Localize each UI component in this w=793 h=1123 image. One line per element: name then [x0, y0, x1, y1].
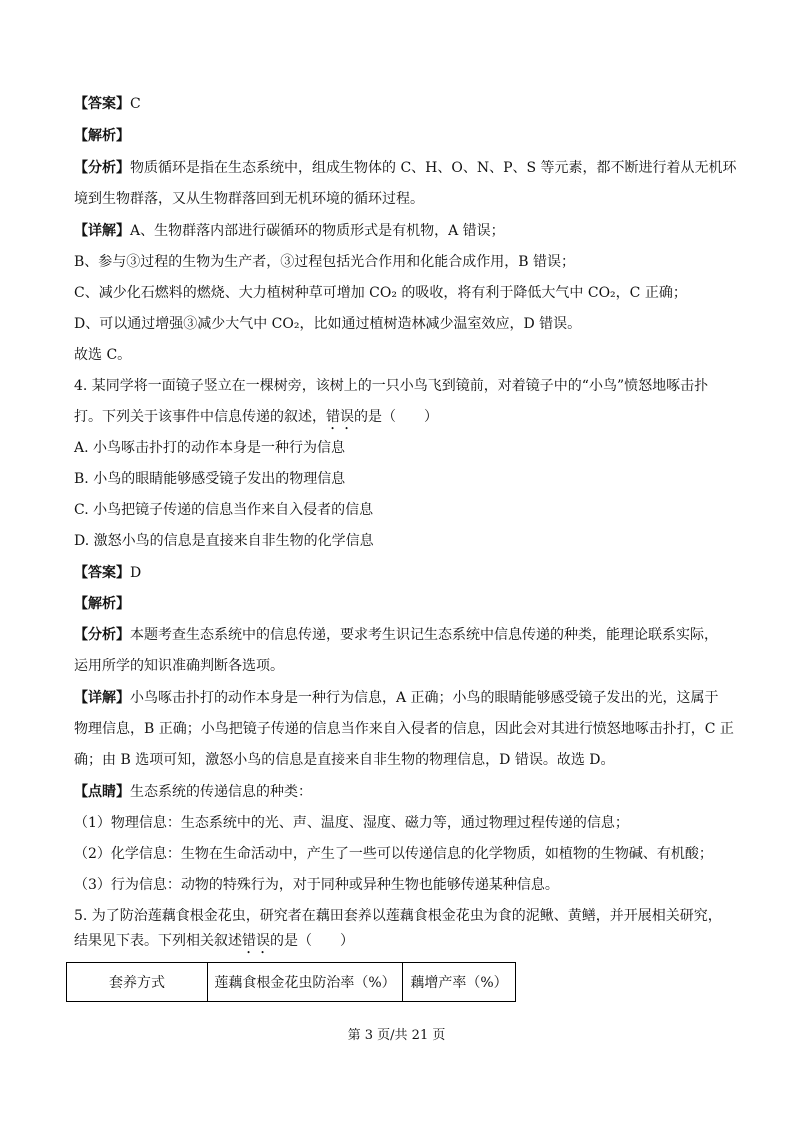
q4-fenxi-line1 [74, 625, 734, 645]
q3-line-c: C、减少化石燃料的燃烧、大力植树种草可增加 CO₂ 的吸收，将有利于降低大气中 CO₂，C 正确； [74, 285, 687, 301]
q3-conclusion: 故选 C。 [74, 347, 132, 363]
q4-option-b: B. 小鸟的眼睛能够感受镜子发出的物理信息 [74, 471, 346, 487]
q4-answer-line [74, 563, 734, 583]
q5-stem-line1: 5. 为了防治莲藕食根金花虫，研究者在藕田套养以莲藕食根金花虫为食的泥鳅、黄鳝，并开展相关研究， [74, 908, 722, 924]
q4-type-chemical: （2）化学信息：生物在生命活动中，产生了一些可以传递信息的化学物质，如植物的生物碱、有机酸； [74, 846, 713, 862]
q4-option-a: A. 小鸟啄击扑打的动作本身是一种行为信息 [74, 440, 346, 456]
fenxi-tag: 【分析】 [74, 627, 130, 643]
q4-fenxi-line2: 运用所学的知识准确判断各选项。 [74, 658, 284, 674]
q4-type-physical: （1）物理信息：生态系统中的光、声、温度、湿度、磁力等，通过物理过程传递的信息； [74, 815, 629, 831]
q4-xiangjie-line1 [74, 688, 734, 708]
q3-fenxi-line1 [74, 158, 737, 178]
q4-emphasis-word: 错误 [326, 409, 354, 425]
q5-stem-text-end: 的是（ ） [270, 933, 354, 949]
q3-fenxi-line2: 境到生物群落，又从生物群落回到无机环境的循环过程。 [74, 191, 424, 207]
q4-option-c: C. 小鸟把镜子传递的信息当作来自入侵者的信息 [74, 502, 374, 518]
q3-analysis-heading: 【解析】 [74, 128, 130, 144]
dianjing-tag: 【点睛】 [74, 784, 130, 800]
answer-value: C [130, 96, 141, 112]
q4-type-behavioral: （3）行为信息：动物的特殊行为，对于同种或异种生物也能够传递某种信息。 [74, 877, 559, 893]
page-footer: 第 3 页/共 21 页 [347, 1028, 446, 1043]
q5-emphasis-word: 错误 [242, 933, 270, 949]
xiangjie-tag: 【详解】 [74, 223, 130, 239]
xiangjie-text: A、生物群落内部进行碳循环的物质形式是有机物，A 错误； [130, 223, 505, 239]
q4-dianjing-line [74, 782, 734, 802]
q3-line-b: B、参与③过程的生物为生产者，③过程包括光合作用和化能合成作用，B 错误； [74, 254, 576, 270]
answer-tag: 【答案】 [74, 565, 130, 581]
q3-answer-line [74, 94, 734, 114]
answer-tag: 【答案】 [74, 96, 130, 112]
q3-xiangjie-line [74, 221, 734, 241]
q4-stem-line1: 4. 某同学将一面镜子竖立在一棵树旁，该树上的一只小鸟飞到镜前，对着镜子中的“小鸟”愤怒地啄击扑 [74, 378, 709, 394]
q5-stem-text: 结果见下表。下列相关叙述 [74, 933, 242, 949]
xiangjie-tag: 【详解】 [74, 690, 130, 706]
table-header-row [67, 963, 516, 1002]
q4-xiangjie-line3: 确；由 B 选项可知，激怒小鸟的信息是直接来自非生物的物理信息，D 错误。故选 D。 [74, 752, 615, 768]
q4-option-d: D. 激怒小鸟的信息是直接来自非生物的化学信息 [74, 533, 374, 549]
xiangjie-text: 小鸟啄击扑打的动作本身是一种行为信息，A 正确；小鸟的眼睛能够感受镜子发出的光，这属于 [130, 690, 719, 706]
answer-value: D [130, 565, 142, 581]
dianjing-text: 生态系统的传递信息的种类： [130, 784, 312, 800]
q3-line-d: D、可以通过增强③减少大气中 CO₂，比如通过植树造林减少温室效应，D 错误。 [74, 316, 582, 332]
q4-stem-text-end: 的是（ ） [354, 409, 438, 425]
q5-results-table [66, 962, 516, 1002]
fenxi-text: 物质循环是指在生态系统中，组成生物体的 C、H、O、N、P、S 等元素，都不断进行着从无机环 [130, 160, 737, 176]
table-header-cell: 套养方式 [67, 963, 208, 1002]
q4-xiangjie-line2: 物理信息，B 正确；小鸟把镜子传递的信息当作来自入侵者的信息，因此会对其进行愤怒地啄击扑打，C 正 [74, 721, 734, 737]
fenxi-text: 本题考查生态系统中的信息传递，要求考生识记生态系统中信息传递的种类，能理论联系实际， [130, 627, 718, 643]
q4-stem-line2 [74, 407, 734, 433]
q4-stem-text: 打。下列关于该事件中信息传递的叙述， [74, 409, 326, 425]
table-header-cell: 藕增产率（%） [403, 963, 516, 1002]
q5-stem-line2 [74, 931, 734, 957]
fenxi-tag: 【分析】 [74, 160, 130, 176]
table-header-cell: 莲藕食根金花虫防治率（%） [208, 963, 403, 1002]
q4-analysis-heading: 【解析】 [74, 596, 130, 612]
